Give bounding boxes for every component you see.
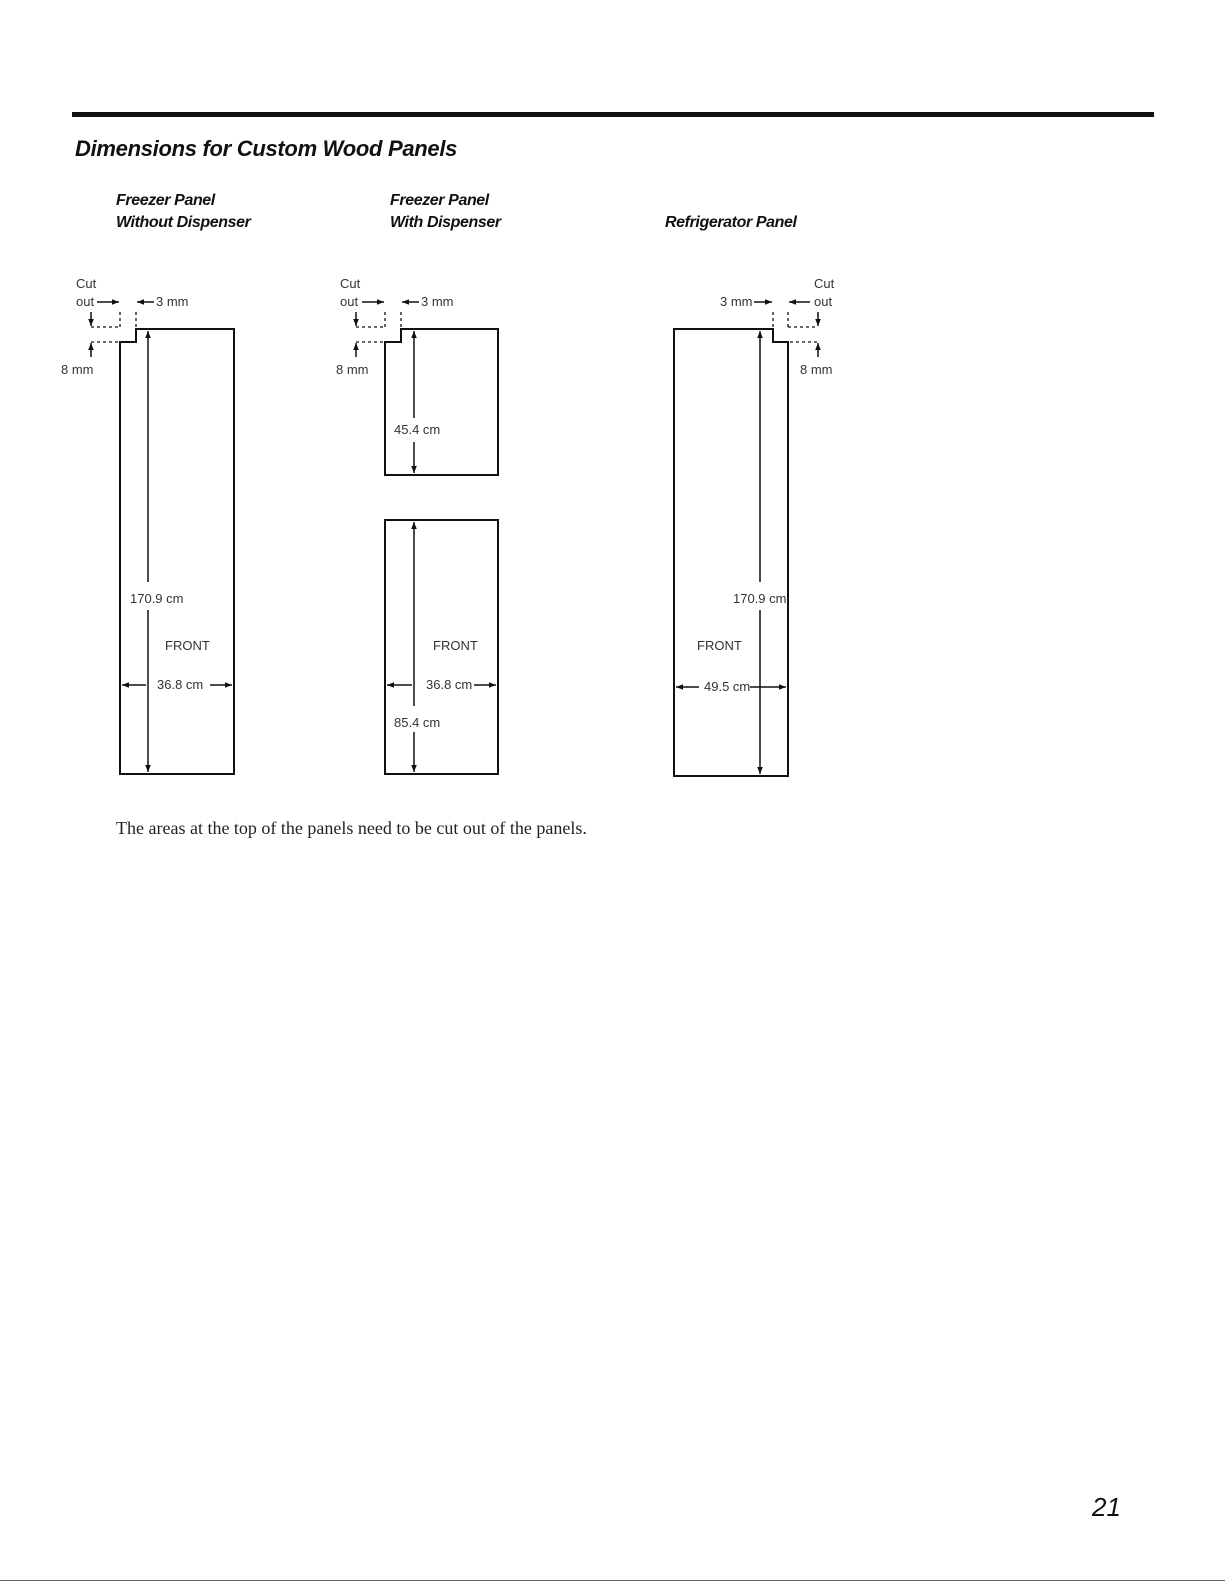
- refrigerator-depth-cut-label: 8 mm: [800, 362, 833, 377]
- freezer-no-dispenser-panel: [61, 276, 234, 774]
- freezer-with-dispenser-cut-depth-guides: [356, 327, 385, 342]
- freezer-with-dispenser-width-label: 36.8 cm: [426, 677, 473, 692]
- freezer-with-dispenser-cut-label: Cut: [340, 276, 361, 291]
- freezer-no-dispenser-cut-width-guides: [120, 310, 136, 327]
- freezer-no-dispenser-title-line2: Without Dispenser: [116, 214, 251, 231]
- refrigerator-cut-depth-guides: [788, 327, 818, 342]
- freezer-no-dispenser-width-cut-label: 3 mm: [156, 294, 189, 309]
- refrigerator-front-label: FRONT: [697, 638, 742, 653]
- freezer-with-dispenser-lower-height-label: 85.4 cm: [394, 715, 441, 730]
- refrigerator-width-label: 49.5 cm: [704, 679, 751, 694]
- refrigerator-width-cut-label: 3 mm: [720, 294, 753, 309]
- freezer-with-dispenser-upper-outline: [385, 329, 498, 475]
- freezer-with-dispenser-width-cut-label: 3 mm: [421, 294, 454, 309]
- freezer-no-dispenser-cut-depth-guides: [91, 327, 120, 342]
- refrigerator-cut-width-guides: [773, 310, 788, 327]
- freezer-with-dispenser-upper-height-label: 45.4 cm: [394, 422, 441, 437]
- freezer-with-dispenser-panel: [336, 276, 498, 774]
- freezer-no-dispenser-out-label: out: [76, 294, 95, 309]
- freezer-no-dispenser-cut-label: Cut: [76, 276, 97, 291]
- freezer-no-dispenser-height-label: 170.9 cm: [130, 591, 184, 606]
- footer-rule: [0, 1580, 1225, 1581]
- freezer-with-dispenser-title-line1: Freezer Panel: [390, 192, 489, 209]
- refrigerator-out-label: out: [814, 294, 833, 309]
- freezer-with-dispenser-front-label: FRONT: [433, 638, 478, 653]
- page-number: 21: [1092, 1492, 1121, 1522]
- freezer-with-dispenser-title-line2: With Dispenser: [390, 214, 501, 231]
- freezer-no-dispenser-title-line1: Freezer Panel: [116, 192, 215, 209]
- refrigerator-outline: [674, 329, 788, 776]
- caption-text: The areas at the top of the panels need to be cut out of the panels.: [116, 818, 587, 838]
- freezer-with-dispenser-cut-width-guides: [385, 310, 401, 327]
- refrigerator-title: Refrigerator Panel: [665, 214, 797, 231]
- freezer-no-dispenser-width-label: 36.8 cm: [157, 677, 204, 692]
- freezer-no-dispenser-outline: [120, 329, 234, 774]
- freezer-with-dispenser-depth-cut-label: 8 mm: [336, 362, 369, 377]
- freezer-no-dispenser-front-label: FRONT: [165, 638, 210, 653]
- refrigerator-cut-label: Cut: [814, 276, 835, 291]
- section-title: Dimensions for Custom Wood Panels: [75, 136, 458, 161]
- freezer-no-dispenser-depth-cut-label: 8 mm: [61, 362, 94, 377]
- freezer-with-dispenser-out-label: out: [340, 294, 359, 309]
- refrigerator-panel: [674, 276, 835, 776]
- refrigerator-height-label: 170.9 cm: [733, 591, 787, 606]
